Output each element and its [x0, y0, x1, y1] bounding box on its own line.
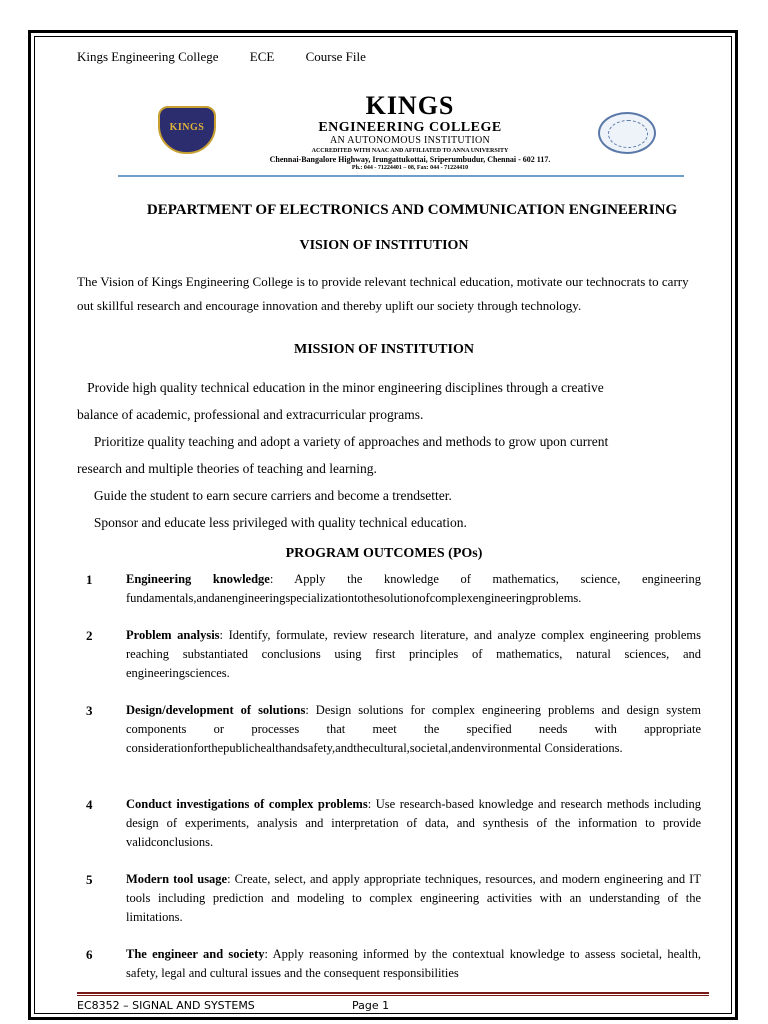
mission-line: Sponsor and educate less privileged with quality technical education.	[77, 515, 467, 530]
po-text	[126, 870, 701, 927]
po-text	[126, 945, 701, 983]
footer-course: EC8352 – SIGNAL AND SYSTEMS	[77, 999, 255, 1012]
page-footer	[77, 999, 390, 1012]
po-title: Conduct investigations of complex problems	[126, 797, 368, 811]
letterhead-address: Chennai-Bangalore Highway, Irungattukottai, Sriperumbudur, Chennai - 602 117.	[269, 155, 551, 164]
running-header	[77, 49, 394, 65]
college-letterhead	[150, 92, 670, 178]
vision-heading: VISION OF INSTITUTION	[299, 238, 469, 253]
po-description: : Apply reasoning informed by the contextual knowledge to assess societal, health, safety, legal and cultural issues and the consequent responsibilities	[126, 947, 701, 980]
po-number: 6	[86, 947, 93, 962]
po-title: The engineer and society	[126, 947, 265, 961]
accreditation-seal-icon	[598, 112, 656, 154]
mission-line: Prioritize quality teaching and adopt a variety of approaches and methods to grow upon current	[77, 434, 609, 449]
header-dept: ECE	[249, 49, 275, 64]
vision-text: The Vision of Kings Engineering College is to provide relevant technical education, motivate our technocrats to carry out skillful research and encourage innovation and thereby uplift our society through technology.	[77, 274, 689, 313]
po-title: Engineering knowledge	[126, 572, 270, 586]
po-number: 4	[86, 797, 93, 812]
crest-text: KINGS	[169, 122, 205, 133]
po-description: : Identify, formulate, review research literature, and analyze complex engineering problems reaching substantiated conclusions using first principles of mathematics, natural sciences, and engineeringsciences.	[126, 628, 701, 680]
mission-line: balance of academic, professional and extracurricular programs.	[77, 407, 424, 422]
po-text	[126, 570, 701, 608]
po-title: Modern tool usage	[126, 872, 228, 886]
po-description: : Create, select, and apply appropriate techniques, resources, and modern engineering and IT tools including prediction and modeling to complex engineering activities with an understanding of the limitations.	[126, 872, 701, 924]
letterhead-subname: ENGINEERING COLLEGE	[318, 120, 502, 135]
po-text	[126, 701, 701, 758]
department-title: DEPARTMENT OF ELECTRONICS AND COMMUNICATION ENGINEERING	[146, 202, 678, 218]
footer-divider-thin	[77, 995, 709, 996]
mission-heading: MISSION OF INSTITUTION	[294, 342, 474, 357]
po-number: 1	[86, 572, 93, 587]
mission-line: Guide the student to earn secure carriers and become a trendsetter.	[77, 488, 452, 503]
po-text	[126, 626, 701, 683]
po-number: 3	[86, 703, 93, 718]
letterhead-divider	[118, 175, 684, 177]
po-number: 2	[86, 628, 93, 643]
po-text	[126, 795, 701, 852]
footer-divider	[77, 992, 709, 994]
mission-list	[77, 374, 702, 536]
po-heading: PROGRAM OUTCOMES (POs)	[285, 546, 483, 561]
header-college: Kings Engineering College	[77, 49, 219, 64]
college-crest-logo	[158, 106, 216, 154]
po-title: Design/development of solutions	[126, 703, 306, 717]
po-description: : Use research-based knowledge and research methods including design of experiments, analysis and interpretation of data, and synthesis of the information to provide validconclusions.	[126, 797, 701, 849]
mission-line: research and multiple theories of teaching and learning.	[77, 461, 377, 476]
po-title: Problem analysis	[126, 628, 220, 642]
letterhead-phone: Ph.: 044 - 71224401 – 08, Fax: 044 - 71224410	[351, 165, 469, 171]
letterhead-text	[220, 92, 600, 172]
mission-line: Provide high quality technical education in the minor engineering disciplines through a creative	[77, 380, 604, 395]
header-doc-type: Course File	[305, 49, 366, 64]
footer-page-number: Page 1	[352, 999, 390, 1012]
po-description: : Apply the knowledge of mathematics, science, engineering fundamentals,andanengineeringspecializationtothesolutionofcomplexengineeringproblems.	[126, 572, 701, 605]
letterhead-autonomous: AN AUTONOMOUS INSTITUTION	[329, 135, 491, 146]
po-number: 5	[86, 872, 93, 887]
po-description: : Design solutions for complex engineering problems and design system components or processes that meet the specified needs with appropriate considerationforthepublichealthandsafety,andthecultural,societal,andenvironmental Considerations.	[126, 703, 701, 755]
letterhead-name: KINGS	[365, 91, 455, 120]
letterhead-accreditation: ACCREDITED WITH NAAC AND AFFILIATED TO ANNA UNIVERSITY	[311, 148, 509, 154]
